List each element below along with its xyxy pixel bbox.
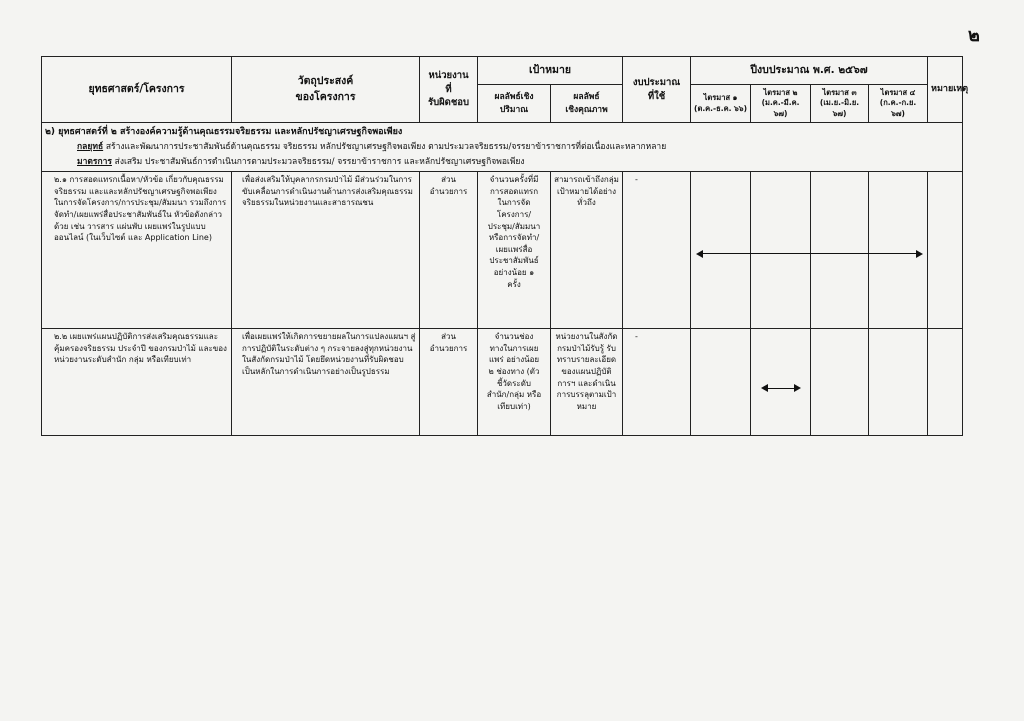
row-unit: ส่วน อำนวยการ [420, 329, 478, 436]
row1-remarks [928, 172, 963, 329]
timeline-arrow-right-head [794, 384, 801, 392]
header-remarks: หมายเหตุ [928, 57, 963, 123]
header-target-quantity: ผลลัพธ์เชิง ปริมาณ [478, 85, 551, 123]
header-quarter-3: ไตรมาส ๓ (เม.ย.-มิ.ย. ๖๗) [811, 85, 869, 123]
row-project: ๒.๑ การสอดแทรกเนื้อหา/หัวข้อ เกี่ยวกับคุณธรรม จริยธรรม และและหลักปรัชญาเศรษฐกิจพอเพียง ในการจัดโครงการ/การประชุม/สัมมนา รวมถึงการจัดทำ/เผยแพร่สื่อประชาสัมพันธ์ใน หัวข้อดังกล่าวด้วย เช่น วารสาร แผ่นพับ เผยแพร่ในรูปแบบออนไลน์ (ในเว็บไซต์ และ Application Line) [42, 172, 232, 329]
row-quality: สามารถเข้าถึงกลุ่มเป้าหมายได้อย่างทั่วถึง [551, 172, 623, 329]
timeline-arrow-left-head [696, 250, 703, 258]
row2-timeline-q3 [811, 329, 869, 436]
row-project: ๒.๒ เผยแพร่แผนปฏิบัติการส่งเสริมคุณธรรมและคุ้มครองจริยธรรม ประจำปี ของกรมป่าไม้ และของหน่วยงานระดับสำนัก กลุ่ม หรือเทียบเท่า [42, 329, 232, 436]
section-measure [45, 155, 959, 169]
header-objective: วัตถุประสงค์ ของโครงการ [232, 57, 420, 123]
row-quantity: จำนวนช่องทางในการเผยแพร่ อย่างน้อย ๒ ช่องทาง (ตัวชี้วัดระดับสำนัก/กลุ่ม หรือเทียบเท่า) [478, 329, 551, 436]
row2-remarks [928, 329, 963, 436]
timeline-arrow-line [766, 388, 796, 389]
row-budget: - [623, 329, 691, 436]
timeline-arrow-line [701, 253, 918, 254]
row-quantity: จำนวนครั้งที่มีการสอดแทรกในการจัดโครงการ/ประชุม/สัมมนา หรือการจัดทำ/เผยแพร่สื่อประชาสัมพันธ์ อย่างน้อย ๑ ครั้ง [478, 172, 551, 329]
header-target: เป้าหมาย [478, 57, 623, 85]
header-target-quality: ผลลัพธ์ เชิงคุณภาพ [551, 85, 623, 123]
header-budget: งบประมาณ ที่ใช้ [623, 57, 691, 123]
strategy-label: กลยุทธ์ [77, 142, 104, 153]
table-row [42, 172, 963, 329]
action-plan-table [41, 56, 969, 436]
row2-timeline-q1 [691, 329, 751, 436]
measure-text: ส่งเสริม ประชาสัมพันธ์การดำเนินการตามประมวลจริยธรรม/ จรรยาข้าราชการ และหลักปรัชญาเศรษฐกิจพอเพียง [111, 156, 525, 167]
section-strategy [45, 140, 959, 154]
timeline-arrow-left-head [761, 384, 768, 392]
header-quarter-4: ไตรมาส ๔ (ก.ค.-ก.ย. ๖๗) [869, 85, 928, 123]
row1-timeline-q3 [811, 172, 869, 329]
row-objective: เพื่อเผยแพร่ให้เกิดการขยายผลในการแปลงแผนฯ สู่การปฏิบัติในระดับต่าง ๆ กระจายลงสู่ทุกหน่วยงานในสังกัดกรมป่าไม้ โดยยึดหน่วยงานที่รับผิดชอบเป็นหลักในการดำเนินการอย่างเป็นรูปธรรม [232, 329, 420, 436]
row-unit: ส่วน อำนวยการ [420, 172, 478, 329]
header-unit: หน่วยงาน ที่ รับผิดชอบ [420, 57, 478, 123]
header-quarter-1: ไตรมาส ๑ (ต.ค.-ธ.ค. ๖๖) [691, 85, 751, 123]
timeline-arrow-right-head [916, 250, 923, 258]
row-quality: หน่วยงานในสังกัดกรมป่าไม้รับรู้ รับทราบรายละเอียดของแผนปฏิบัติการฯ และดำเนินการบรรลุตามเป้าหมาย [551, 329, 623, 436]
row2-timeline-q2 [751, 329, 811, 436]
header-strategy: ยุทธศาสตร์/โครงการ [42, 57, 232, 123]
table-row [42, 329, 963, 436]
strategy-text: สร้างและพัฒนาการประชาสัมพันธ์ด้านคุณธรรม จริยธรรม หลักปรัชญาเศรษฐกิจพอเพียง ตามประมวลจริยธรรม/จรรยาข้าราชการที่ต่อเนื่องและหลากหลาย [103, 142, 667, 153]
page-number: ๒ [968, 25, 980, 46]
row-budget: - [623, 172, 691, 329]
row1-timeline-q2 [751, 172, 811, 329]
section-title: ๒) ยุทธศาสตร์ที่ ๒ สร้างองค์ความรู้ด้านคุณธรรมจริยธรรม และหลักปรัชญาเศรษฐกิจพอเพียง [45, 127, 403, 137]
row2-timeline-q4 [869, 329, 928, 436]
row-objective: เพื่อส่งเสริมให้บุคลากรกรมป่าไม้ มีส่วนร่วมในการขับเคลื่อนการดำเนินงานด้านการส่งเสริมคุณธรรมจริยธรรมในหน่วยงานและสาธารณชน [232, 172, 420, 329]
strategy-section [42, 123, 963, 172]
measure-label: มาตรการ [77, 156, 112, 167]
header-quarter-2: ไตรมาส ๒ (ม.ค.-มี.ค. ๖๗) [751, 85, 811, 123]
header-fiscal-year: ปีงบประมาณ พ.ศ. ๒๕๖๗ [691, 57, 928, 85]
